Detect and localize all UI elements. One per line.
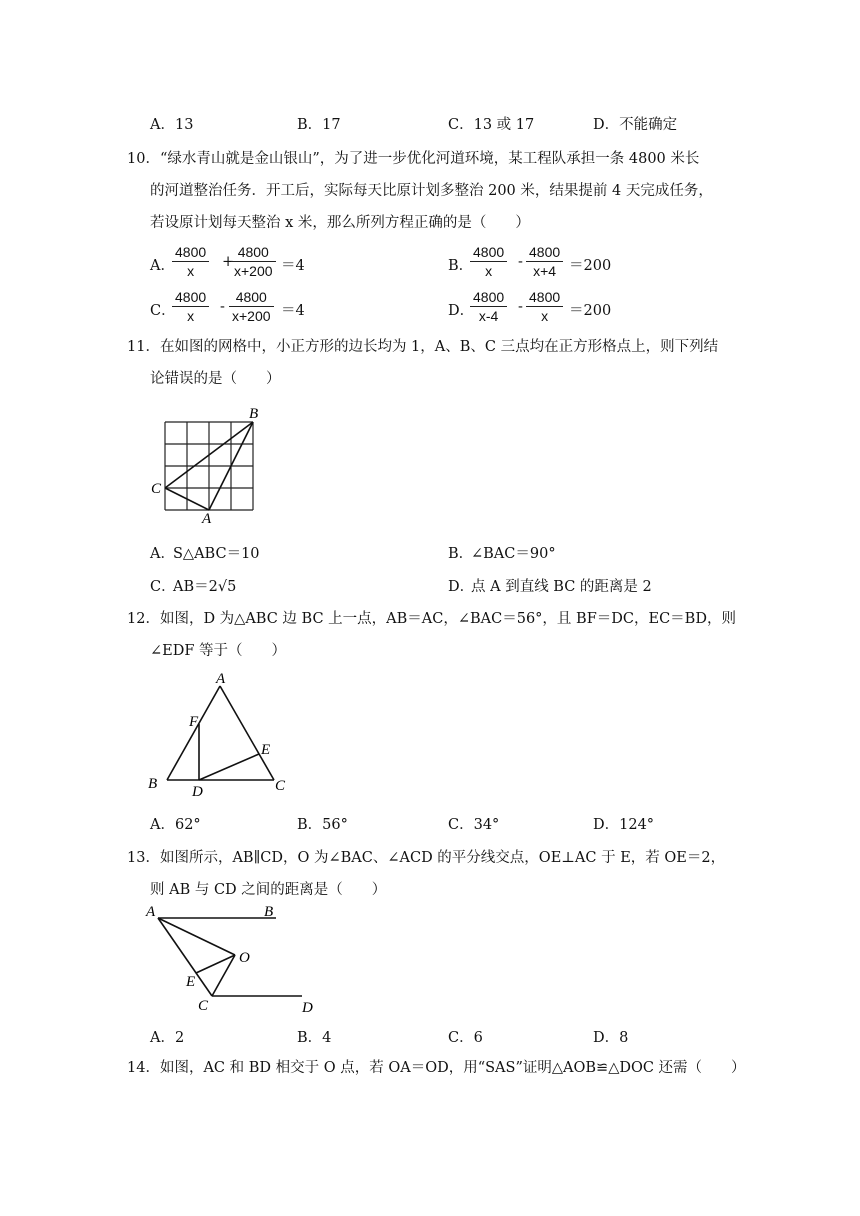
q10-option-c-label: C． — [150, 303, 176, 319]
q9-option-c: C．13 或 17 — [448, 117, 535, 133]
q9-option-b: B．17 — [297, 117, 341, 133]
label-c: C — [198, 998, 209, 1014]
label-a: A — [216, 671, 226, 687]
label-d: D — [302, 1000, 313, 1016]
denominator: x — [187, 308, 195, 324]
operator: - — [220, 299, 225, 315]
q10-option-a-label: A． — [150, 258, 175, 274]
q13-option-b: B．4 — [297, 1030, 332, 1046]
label-b: B — [148, 776, 158, 792]
q10-option-c-fraction-2 — [229, 289, 274, 324]
rhs: ＝4 — [281, 258, 305, 274]
q11-option-d-text: 点 A 到直线 BC 的距离是 2 — [471, 579, 652, 595]
q10-option-d-fraction-2 — [526, 289, 563, 324]
q10-option-b-fraction-1 — [470, 244, 507, 279]
denominator: x-4 — [478, 308, 499, 324]
q12-option-a: A．62° — [150, 817, 201, 833]
label-c: C — [151, 481, 162, 497]
q10-option-d-fraction-1 — [470, 289, 507, 324]
q10-stem-line2: 的河道整治任务．开工后，实际每天比原计划多整治 200 米，结果提前 4 天完成任务， — [150, 183, 713, 199]
q11-option-c-text: AB＝2√5 — [173, 579, 237, 595]
q11-option-b-label: B． — [448, 546, 474, 562]
q13-option-c: C．6 — [448, 1030, 483, 1046]
numerator: 4800 — [175, 244, 207, 260]
q12-triangle-figure — [142, 668, 292, 798]
label-o: O — [239, 950, 250, 966]
denominator: x+200 — [234, 263, 273, 279]
q12-option-d: D．124° — [593, 817, 655, 833]
label-a: A — [146, 904, 156, 920]
label-e: E — [186, 974, 196, 990]
operator: - — [518, 299, 523, 315]
q12-option-c: C．34° — [448, 817, 500, 833]
q10-stem-line1: 10．“绿水青山就是金山银山”，为了进一步优化河道环境，某工程队承担一条 4800 米长 — [127, 151, 700, 167]
label-b: B — [264, 904, 274, 920]
denominator: x — [187, 263, 195, 279]
q10-option-b-label: B． — [448, 258, 474, 274]
q10-option-a-fraction-2 — [231, 244, 276, 279]
label-b: B — [249, 406, 259, 422]
label-e: E — [261, 742, 271, 758]
denominator: x — [485, 263, 493, 279]
label-a: A — [202, 511, 212, 524]
q10-option-a-fraction-1 — [172, 244, 209, 279]
numerator: 4800 — [235, 289, 267, 305]
q9-option-d: D．不能确定 — [593, 117, 678, 133]
q11-stem-line1: 11．在如图的网格中，小正方形的边长均为 1，A、B、C 三点均在正方形格点上，则下列结 — [127, 339, 719, 355]
numerator: 4800 — [529, 289, 561, 305]
label-d: D — [192, 784, 203, 798]
numerator: 4800 — [175, 289, 207, 305]
denominator: x+4 — [533, 263, 557, 279]
q11-option-b-text: ∠BAC＝90° — [471, 546, 556, 562]
q14-stem-line1: 14．如图，AC 和 BD 相交于 O 点，若 OA＝OD，用“SAS”证明△AOB≌△DOC 还需（ ） — [127, 1060, 746, 1076]
q11-option-c-label: C． — [150, 579, 176, 595]
q12-option-b: B．56° — [297, 817, 348, 833]
q11-option-a-text: S△ABC＝10 — [173, 546, 260, 562]
rhs: ＝200 — [569, 303, 612, 319]
denominator: x — [541, 308, 549, 324]
figure-lines — [158, 918, 302, 996]
operator: - — [518, 254, 523, 270]
operator: + — [222, 254, 235, 270]
q11-grid-figure — [145, 402, 270, 524]
q11-option-d-label: D． — [448, 579, 475, 595]
grid-lines — [165, 422, 253, 510]
q11-stem-line2: 论错误的是（ ） — [150, 371, 281, 387]
q10-option-b-fraction-2 — [526, 244, 563, 279]
q12-stem-line1: 12．如图，D 为△ABC 边 BC 上一点，AB＝AC，∠BAC＝56°，且 BF＝DC，EC＝BD，则 — [127, 611, 736, 627]
q13-stem-line2: 则 AB 与 CD 之间的距离是（ ） — [150, 882, 387, 898]
q9-option-a: A．13 — [150, 117, 194, 133]
denominator: x+200 — [232, 308, 271, 324]
rhs: ＝200 — [569, 258, 612, 274]
q10-stem-line3: 若设原计划每天整治 x 米，那么所列方程正确的是（ ） — [150, 215, 530, 231]
label-c: C — [275, 778, 286, 794]
q10-option-c-fraction-1 — [172, 289, 209, 324]
label-f: F — [189, 714, 199, 730]
q13-stem-line1: 13．如图所示，AB∥CD，O 为∠BAC、∠ACD 的平分线交点，OE⊥AC 于 E，若 OE＝2， — [127, 850, 726, 866]
numerator: 4800 — [529, 244, 561, 260]
q13-option-d: D．8 — [593, 1030, 629, 1046]
numerator: 4800 — [473, 289, 505, 305]
numerator: 4800 — [473, 244, 505, 260]
q12-stem-line2: ∠EDF 等于（ ） — [150, 643, 287, 659]
q13-parallel-lines-figure — [140, 900, 325, 1018]
q13-option-a: A．2 — [150, 1030, 185, 1046]
q11-option-a-label: A． — [150, 546, 175, 562]
triangle-lines — [167, 686, 274, 780]
numerator: 4800 — [237, 244, 269, 260]
q10-option-d-label: D． — [448, 303, 475, 319]
rhs: ＝4 — [281, 303, 305, 319]
